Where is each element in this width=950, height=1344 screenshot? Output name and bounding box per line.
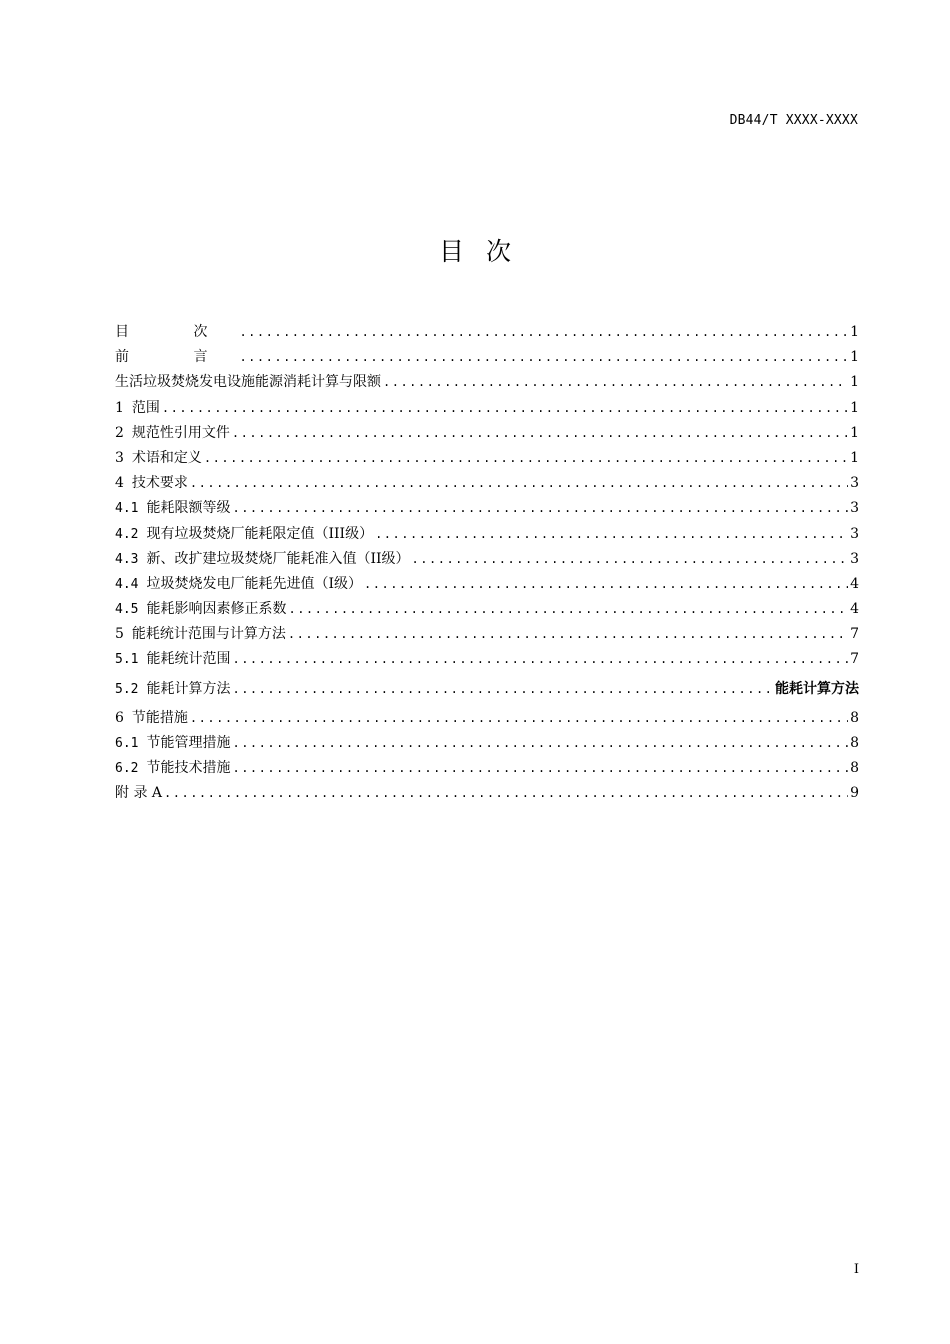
toc-entry-title: 规范性引用文件	[131, 424, 230, 441]
toc-entry-6-1[interactable]	[115, 731, 859, 756]
toc-entry-5[interactable]	[115, 622, 859, 647]
toc-entry-number: 1	[115, 399, 124, 416]
toc-entry-5-2[interactable]	[115, 673, 859, 706]
toc-entry-page: 9	[850, 785, 859, 802]
toc-leader-dots	[232, 421, 848, 446]
toc-entry-number: 2	[115, 424, 124, 441]
toc-leader-dots	[232, 647, 848, 672]
toc-entry-title: 垃圾焚烧发电厂能耗先进值（I级）	[146, 575, 363, 592]
toc-entry-title: 能耗限额等级	[146, 500, 231, 517]
toc-entry-foreword[interactable]	[115, 345, 859, 370]
toc-entry-3[interactable]	[115, 446, 859, 471]
toc-entry-page: 1	[850, 449, 859, 466]
toc-entry-6-2[interactable]	[115, 756, 859, 781]
toc-leader-dots	[364, 572, 848, 597]
toc-entry-page: 8	[850, 709, 859, 726]
toc-entry-title: 节能技术措施	[146, 760, 231, 776]
toc-entry-page: 1	[850, 399, 859, 416]
toc-entry-number: 4.5	[115, 602, 139, 618]
toc-entry-4[interactable]	[115, 471, 859, 496]
toc-entry-page: 3	[850, 550, 859, 567]
toc-entry-number: 4	[115, 475, 124, 492]
toc-leader-dots	[375, 522, 848, 547]
toc-leader-dots	[162, 396, 848, 421]
toc-entry-number: 6.2	[115, 761, 139, 776]
toc-leader-dots	[239, 345, 848, 370]
toc-leader-dots	[239, 320, 848, 345]
toc-leader-dots	[164, 781, 848, 806]
toc-entry-number: 5.2	[115, 681, 139, 697]
toc-leader-dots	[232, 731, 848, 756]
toc-entry-title: 目 次	[115, 324, 238, 340]
toc-entry-title: 现有垃圾焚烧厂能耗限定值（III级）	[146, 525, 374, 542]
toc-entry-title: 能耗影响因素修正系数	[146, 601, 287, 618]
toc-entry-number: 4.3	[115, 551, 139, 567]
toc-entry-title: 能耗计算方法	[146, 680, 231, 697]
toc-entry-number: 3	[115, 449, 124, 466]
toc-entry-page: 3	[850, 525, 859, 542]
toc-entry-4-3[interactable]	[115, 547, 859, 572]
toc-entry-page: 4	[850, 575, 859, 592]
toc-entry-title: 节能措施	[131, 709, 188, 726]
toc-leader-dots	[204, 446, 848, 471]
toc-entry-2[interactable]	[115, 421, 859, 446]
toc-entry-number: 6	[115, 709, 124, 726]
toc-entry-number: 6.1	[115, 735, 139, 751]
toc-entry-title: 技术要求	[131, 475, 188, 492]
toc-entry-title: 附 录 A	[115, 785, 163, 802]
toc-leader-dots	[288, 597, 848, 622]
toc-entry-4-2[interactable]	[115, 522, 859, 547]
toc-entry-title: 能耗统计范围	[146, 651, 231, 668]
toc-entry-5-1[interactable]	[115, 647, 859, 672]
toc-entry-6[interactable]	[115, 706, 859, 731]
toc-entry-title: 节能管理措施	[146, 734, 231, 751]
table-of-contents	[115, 320, 859, 806]
toc-entry-title: 新、改扩建垃圾焚烧厂能耗准入值（II级）	[146, 550, 410, 567]
toc-entry-page: 7	[850, 651, 859, 668]
toc-entry-page: 4	[850, 601, 859, 618]
toc-entry-page: 1	[850, 374, 859, 391]
toc-entry-doc-title[interactable]	[115, 370, 859, 395]
footer-page-number: I	[853, 1262, 859, 1277]
page-title: 目次	[438, 237, 533, 266]
toc-entry-title: 前 言	[115, 349, 238, 366]
toc-entry-title: 生活垃圾焚烧发电设施能源消耗计算与限额	[115, 374, 381, 391]
toc-entry-number: 5.1	[115, 652, 139, 668]
toc-entry-page: 7	[850, 626, 859, 643]
toc-leader-dots	[190, 471, 848, 496]
toc-entry-page: 3	[850, 475, 859, 492]
toc-entry-number: 4.2	[115, 526, 139, 542]
toc-entry-number: 4.1	[115, 501, 139, 517]
toc-entry-number: 5	[115, 626, 124, 643]
toc-leader-dots	[232, 496, 848, 521]
toc-entry-title: 能耗统计范围与计算方法	[131, 626, 286, 643]
toc-leader-dots	[412, 547, 849, 572]
toc-entry-page: 3	[850, 500, 859, 517]
toc-entry-title: 范围	[131, 399, 160, 416]
toc-entry-4-4[interactable]	[115, 572, 859, 597]
toc-entry-page: 能耗计算方法	[775, 680, 859, 697]
document-code: DB44/T XXXX-XXXX	[729, 113, 858, 128]
toc-entry-4-1[interactable]	[115, 496, 859, 521]
toc-leader-dots	[232, 673, 773, 706]
toc-leader-dots	[383, 370, 848, 395]
toc-leader-dots	[190, 706, 848, 731]
toc-entry-4-5[interactable]	[115, 597, 859, 622]
toc-entry-contents[interactable]	[115, 320, 859, 345]
toc-leader-dots	[232, 756, 848, 781]
toc-entry-appendix-a[interactable]	[115, 781, 859, 806]
toc-entry-page: 8	[850, 760, 859, 776]
toc-entry-page: 1	[850, 324, 859, 340]
toc-entry-page: 8	[850, 734, 859, 751]
toc-entry-page: 1	[850, 424, 859, 441]
toc-entry-title: 术语和定义	[131, 449, 202, 466]
toc-leader-dots	[288, 622, 848, 647]
toc-entry-page: 1	[850, 349, 859, 366]
toc-entry-1[interactable]	[115, 396, 859, 421]
toc-entry-number: 4.4	[115, 576, 139, 592]
